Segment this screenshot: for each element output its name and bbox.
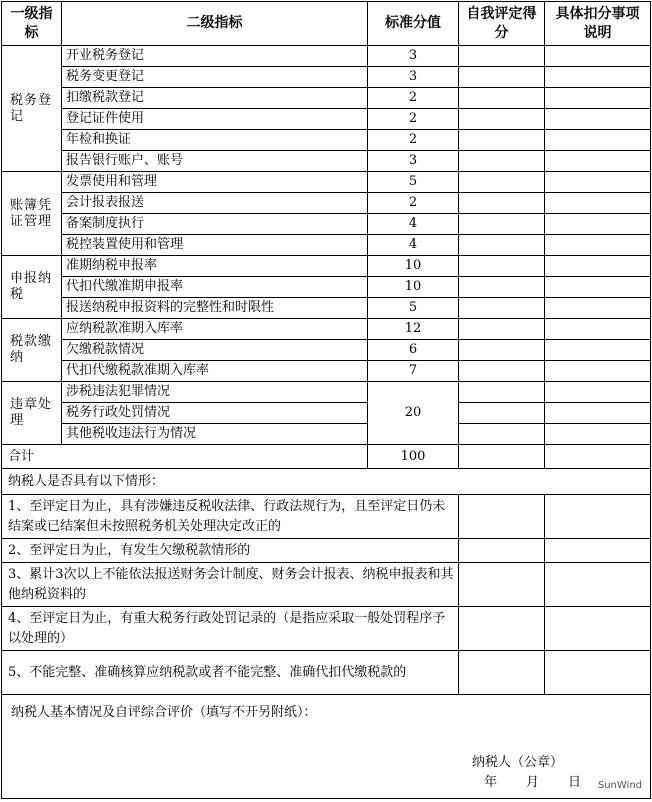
evaluation-cell[interactable] xyxy=(2,695,651,799)
self-score-cell[interactable] xyxy=(459,88,545,109)
item-name: 报送纳税申报资料的完整性和时限性 xyxy=(62,298,368,319)
item-score: 10 xyxy=(368,277,459,298)
detail-cell[interactable] xyxy=(545,319,651,340)
detail-cell[interactable] xyxy=(545,214,651,235)
situation-answer-cell[interactable] xyxy=(459,607,545,651)
self-score-cell[interactable] xyxy=(459,193,545,214)
self-score-cell[interactable] xyxy=(459,214,545,235)
item-name: 欠缴税款情况 xyxy=(62,340,368,361)
item-name: 备案制度执行 xyxy=(62,214,368,235)
situation-detail-cell[interactable] xyxy=(545,495,651,539)
item-score: 10 xyxy=(368,256,459,277)
table-row xyxy=(2,214,651,235)
detail-cell[interactable] xyxy=(545,403,651,424)
table-row xyxy=(2,235,651,256)
evaluation-row xyxy=(2,695,651,799)
self-score-cell[interactable] xyxy=(459,424,545,445)
self-score-cell[interactable] xyxy=(459,109,545,130)
header-row xyxy=(2,2,651,46)
header-standard-score: 标准分值 xyxy=(368,2,459,46)
item-score: 5 xyxy=(368,172,459,193)
self-score-cell[interactable] xyxy=(459,67,545,88)
self-assessment-table xyxy=(1,1,651,799)
item-score: 2 xyxy=(368,88,459,109)
self-score-cell[interactable] xyxy=(459,235,545,256)
item-name: 应纳税款准期入库率 xyxy=(62,319,368,340)
item-name: 准期纳税申报率 xyxy=(62,256,368,277)
table-row xyxy=(2,382,651,403)
total-label: 合计 xyxy=(2,445,368,469)
situation-row xyxy=(2,607,651,651)
item-score: 2 xyxy=(368,109,459,130)
item-score: 7 xyxy=(368,361,459,382)
self-score-cell[interactable] xyxy=(459,298,545,319)
item-name: 税务变更登记 xyxy=(62,67,368,88)
detail-cell[interactable] xyxy=(545,193,651,214)
header-level2: 二级指标 xyxy=(62,2,368,46)
self-score-cell[interactable] xyxy=(459,445,545,469)
item-name: 报告银行账户、账号 xyxy=(62,151,368,172)
situation-row xyxy=(2,563,651,607)
watermark: SunWind xyxy=(597,780,642,791)
detail-cell[interactable] xyxy=(545,256,651,277)
situation-detail-cell[interactable] xyxy=(545,539,651,563)
header-level1: 一级指标 xyxy=(2,2,62,46)
evaluation-label: 纳税人基本情况及自评综合评价（填写不开另附纸）： xyxy=(11,705,317,720)
detail-cell[interactable] xyxy=(545,424,651,445)
detail-cell[interactable] xyxy=(545,298,651,319)
situation-text: 3、累计3次以上不能依法报送财务会计制度、财务会计报表、纳税申报表和其他纳税资料的 xyxy=(2,563,459,607)
table-row xyxy=(2,277,651,298)
detail-cell[interactable] xyxy=(545,172,651,193)
item-score: 3 xyxy=(368,151,459,172)
situation-text: 5、不能完整、准确核算应纳税款或者不能完整、准确代扣代缴税款的 xyxy=(2,651,459,695)
detail-cell[interactable] xyxy=(545,46,651,67)
item-score: 2 xyxy=(368,130,459,151)
situation-answer-cell[interactable] xyxy=(459,495,545,539)
category-violation-handling: 违章处理 xyxy=(2,382,62,445)
table-row xyxy=(2,340,651,361)
situations-title: 纳税人是否具有以下情形： xyxy=(2,469,651,495)
situation-detail-cell[interactable] xyxy=(545,651,651,695)
table-row xyxy=(2,403,651,424)
table-row xyxy=(2,256,651,277)
detail-cell[interactable] xyxy=(545,88,651,109)
item-score: 2 xyxy=(368,193,459,214)
detail-cell[interactable] xyxy=(545,151,651,172)
table-row xyxy=(2,193,651,214)
table-row xyxy=(2,298,651,319)
item-name: 其他税收违法行为情况 xyxy=(62,424,368,445)
item-name: 开业税务登记 xyxy=(62,46,368,67)
detail-cell[interactable] xyxy=(545,67,651,88)
item-name: 涉税违法犯罪情况 xyxy=(62,382,368,403)
item-score: 5 xyxy=(368,298,459,319)
self-score-cell[interactable] xyxy=(459,277,545,298)
self-score-cell[interactable] xyxy=(459,361,545,382)
situation-answer-cell[interactable] xyxy=(459,563,545,607)
detail-cell[interactable] xyxy=(545,235,651,256)
self-score-cell[interactable] xyxy=(459,172,545,193)
situation-text: 2、至评定日为止，有发生欠缴税款情形的 xyxy=(2,539,459,563)
total-row xyxy=(2,445,651,469)
item-name: 发票使用和管理 xyxy=(62,172,368,193)
self-score-cell[interactable] xyxy=(459,403,545,424)
self-score-cell[interactable] xyxy=(459,319,545,340)
item-score: 4 xyxy=(368,214,459,235)
item-name: 代扣代缴准期申报率 xyxy=(62,277,368,298)
self-score-cell[interactable] xyxy=(459,151,545,172)
situation-row xyxy=(2,495,651,539)
situations-title-row xyxy=(2,469,651,495)
item-score: 4 xyxy=(368,235,459,256)
table-row xyxy=(2,172,651,193)
item-score: 12 xyxy=(368,319,459,340)
situation-row xyxy=(2,539,651,563)
detail-cell[interactable] xyxy=(545,445,651,469)
item-name: 会计报表报送 xyxy=(62,193,368,214)
item-score-merged: 20 xyxy=(368,382,459,445)
self-score-cell[interactable] xyxy=(459,130,545,151)
item-name: 年检和换证 xyxy=(62,130,368,151)
self-score-cell[interactable] xyxy=(459,46,545,67)
item-name: 登记证件使用 xyxy=(62,109,368,130)
situation-text: 4、至评定日为止，有重大税务行政处罚记录的（是指应采取一般处罚程序予以处理的） xyxy=(2,607,459,651)
self-score-cell[interactable] xyxy=(459,382,545,403)
table-row xyxy=(2,319,651,340)
item-score: 3 xyxy=(368,46,459,67)
situation-detail-cell[interactable] xyxy=(545,563,651,607)
self-score-cell[interactable] xyxy=(459,256,545,277)
table-row xyxy=(2,88,651,109)
self-score-cell[interactable] xyxy=(459,340,545,361)
situation-answer-cell[interactable] xyxy=(459,539,545,563)
header-deduction-detail: 具体扣分事项说明 xyxy=(545,2,651,46)
table-row xyxy=(2,361,651,382)
table-row xyxy=(2,109,651,130)
table-row xyxy=(2,46,651,67)
situation-answer-cell[interactable] xyxy=(459,651,545,695)
item-score: 3 xyxy=(368,67,459,88)
category-tax-filing: 申报纳税 xyxy=(2,256,62,319)
detail-cell[interactable] xyxy=(545,340,651,361)
detail-cell[interactable] xyxy=(545,277,651,298)
signature-label: 纳税人（公章） xyxy=(472,755,564,770)
table-row xyxy=(2,151,651,172)
table-row xyxy=(2,67,651,88)
situation-detail-cell[interactable] xyxy=(545,607,651,651)
date-label: 年 月 日 xyxy=(484,775,583,790)
item-name: 代扣代缴税款准期入库率 xyxy=(62,361,368,382)
situation-row xyxy=(2,651,651,695)
item-score: 6 xyxy=(368,340,459,361)
item-name: 税控装置使用和管理 xyxy=(62,235,368,256)
category-tax-payment: 税款缴纳 xyxy=(2,319,62,382)
detail-cell[interactable] xyxy=(545,382,651,403)
header-self-score: 自我评定得分 xyxy=(459,2,545,46)
item-name: 扣缴税款登记 xyxy=(62,88,368,109)
category-tax-registration: 税务登记 xyxy=(2,46,62,172)
category-books-vouchers: 账簿凭证管理 xyxy=(2,172,62,256)
table-row xyxy=(2,424,651,445)
table-row xyxy=(2,130,651,151)
item-name: 税务行政处罚情况 xyxy=(62,403,368,424)
detail-cell[interactable] xyxy=(545,109,651,130)
detail-cell[interactable] xyxy=(545,361,651,382)
total-score: 100 xyxy=(368,445,459,469)
detail-cell[interactable] xyxy=(545,130,651,151)
situation-text: 1、至评定日为止，具有涉嫌违反税收法律、行政法规行为，且至评定日仍未结案或已结案但未按照税务机关处理决定改正的 xyxy=(2,495,459,539)
